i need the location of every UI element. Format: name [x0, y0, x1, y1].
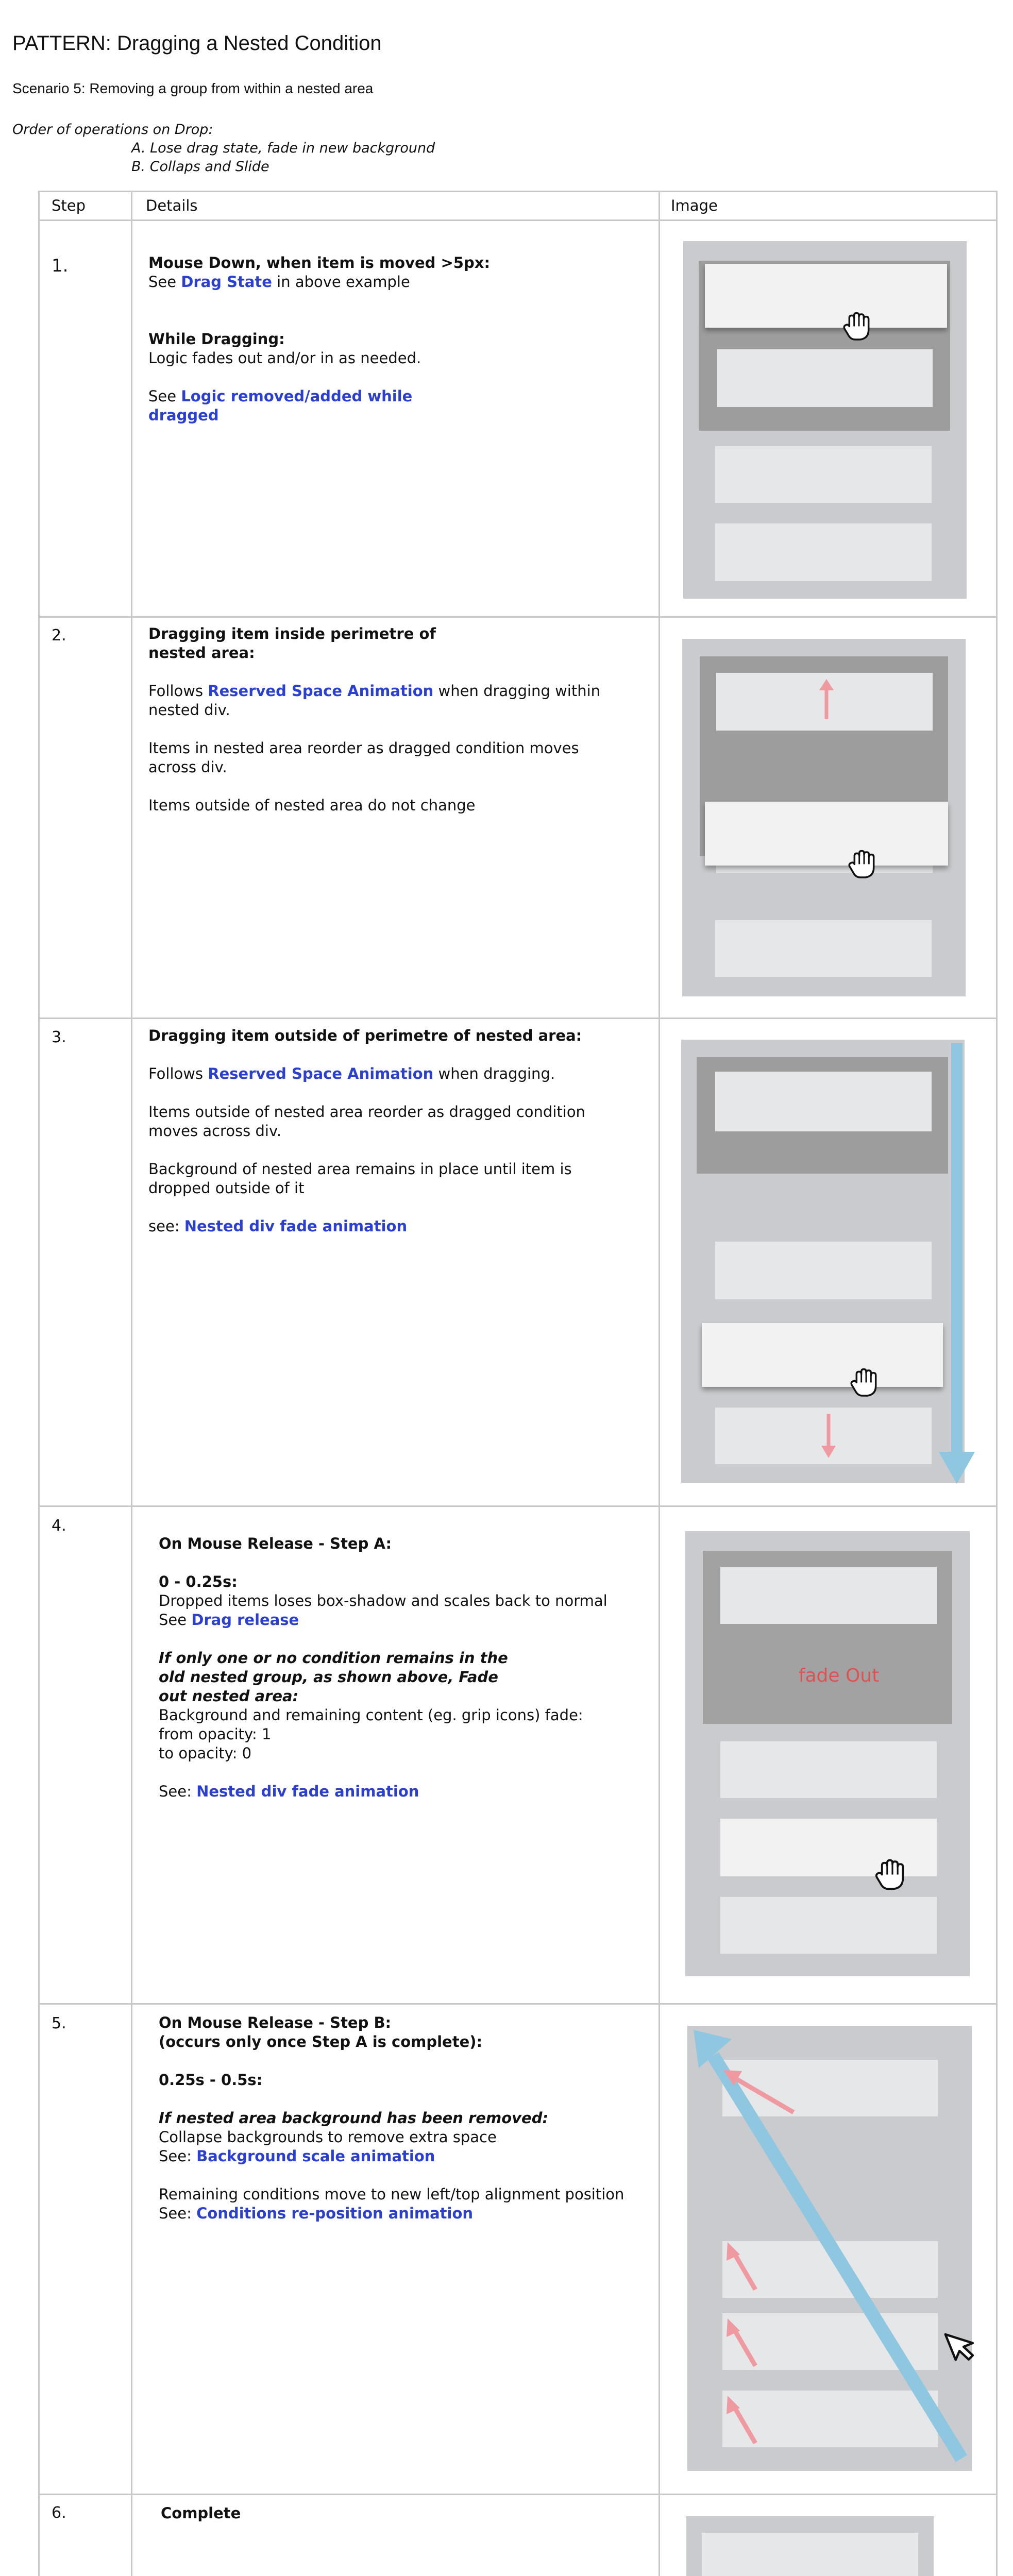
step-text: Follows — [148, 1065, 208, 1082]
page-title: PATTERN: Dragging a Nested Condition — [12, 32, 382, 55]
step-text: moves across div. — [148, 1122, 282, 1140]
fade-out-label: fade Out — [798, 1665, 880, 1686]
step-text: from opacity: 1 — [159, 1725, 272, 1743]
step-text: nested area: — [148, 644, 255, 662]
step-text: in above example — [272, 273, 410, 291]
step-4-image — [685, 1531, 970, 1976]
dragged-item — [705, 802, 948, 866]
step-text: See — [148, 273, 181, 291]
step-text: Background and remaining content (eg. grip icons) fade: — [159, 1706, 583, 1724]
step-text: Dropped items loses box-shadow and scales back to normal — [159, 1592, 607, 1609]
step-text: See: — [159, 1783, 197, 1800]
step-number: 3. — [52, 1028, 66, 1046]
step-number: 6. — [52, 2504, 66, 2522]
link-nested-fade[interactable]: Nested div fade animation — [184, 1217, 408, 1235]
step-text: While Dragging: — [148, 330, 285, 348]
link-logic-removed-cont[interactable]: dragged — [148, 406, 219, 424]
link-reserved-space[interactable]: Reserved Space Animation — [208, 682, 434, 700]
step-text: See: — [159, 2205, 197, 2222]
link-drag-state[interactable]: Drag State — [181, 273, 272, 291]
order-item-b: B. Collaps and Slide — [131, 159, 269, 175]
step-text: 0 - 0.25s: — [159, 1573, 238, 1590]
step-text: If only one or no condition remains in the — [159, 1649, 508, 1667]
step-text: Dragging item outside of perimetre of nested area: — [148, 1027, 582, 1044]
link-logic-removed[interactable]: Logic removed/added while — [181, 387, 413, 405]
step-text: 0.25s - 0.5s: — [159, 2071, 263, 2089]
step-text: (occurs only once Step A is complete): — [159, 2033, 483, 2050]
step-text: Items outside of nested area reorder as dragged condition — [148, 1103, 585, 1121]
step-text: Items outside of nested area do not change — [148, 796, 476, 814]
step-text: Follows — [148, 682, 208, 700]
step-number: 4. — [52, 1517, 66, 1535]
step-text: to opacity: 0 — [159, 1744, 252, 1762]
step-6-image — [686, 2516, 979, 2576]
step-text: See — [148, 387, 181, 405]
step-text: See: — [159, 2147, 197, 2165]
step-number: 2. — [52, 626, 66, 645]
step-text: nested div. — [148, 701, 230, 719]
step-text: when dragging within — [433, 682, 601, 700]
step-2-image — [682, 639, 966, 996]
step-text: old nested group, as shown above, Fade — [159, 1668, 498, 1686]
dragged-item — [705, 264, 947, 328]
step-text: Logic fades out and/or in as needed. — [148, 349, 421, 367]
link-reserved-space[interactable]: Reserved Space Animation — [208, 1065, 434, 1082]
header-image: Image — [671, 197, 718, 214]
step-1-image — [683, 241, 967, 599]
step-text: Mouse Down, when item is moved >5px: — [148, 254, 491, 272]
step-3-image — [681, 1040, 975, 1484]
step-text: On Mouse Release - Step B: — [159, 2014, 392, 2031]
link-drag-release[interactable]: Drag release — [191, 1611, 299, 1629]
step-text: across div. — [148, 758, 227, 776]
step-text: Background of nested area remains in place until item is — [148, 1160, 572, 1178]
step-text: Dragging item inside perimetre of — [148, 625, 436, 642]
header-details: Details — [146, 197, 198, 214]
step-text: dropped outside of it — [148, 1179, 305, 1197]
link-background-scale[interactable]: Background scale animation — [196, 2147, 435, 2165]
step-text: Collapse backgrounds to remove extra space — [159, 2128, 497, 2146]
page-subtitle: Scenario 5: Removing a group from within a nested area — [12, 80, 374, 96]
step-text: If nested area background has been removed: — [159, 2109, 549, 2127]
step-text: On Mouse Release - Step A: — [159, 1535, 392, 1552]
dragged-item — [702, 1323, 943, 1387]
step-number: 1. — [52, 256, 69, 276]
link-conditions-reposition[interactable]: Conditions re-position animation — [196, 2205, 474, 2222]
header-step: Step — [52, 197, 86, 214]
step-number: 5. — [52, 2014, 66, 2032]
step-text: Items in nested area reorder as dragged condition moves — [148, 739, 579, 757]
step-text: Complete — [161, 2504, 241, 2522]
step-text: Remaining conditions move to new left/top alignment position — [159, 2185, 624, 2203]
step-text: when dragging. — [433, 1065, 555, 1082]
step-text: out nested area: — [159, 1687, 299, 1705]
link-nested-fade[interactable]: Nested div fade animation — [196, 1783, 419, 1800]
order-heading: Order of operations on Drop: — [12, 122, 213, 138]
order-item-a: A. Lose drag state, fade in new background — [131, 140, 435, 156]
step-text: see: — [148, 1217, 184, 1235]
step-5-image — [687, 2026, 978, 2471]
step-text: See — [159, 1611, 192, 1629]
